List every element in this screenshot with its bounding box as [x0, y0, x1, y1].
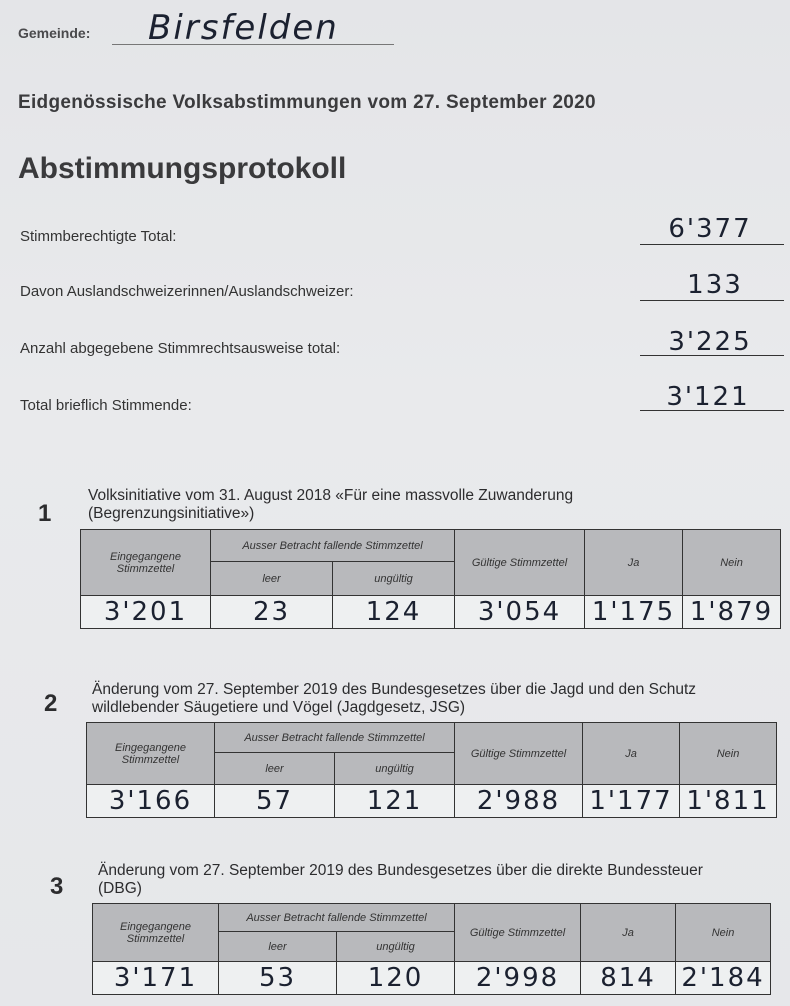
header-ja: Ja: [583, 723, 680, 785]
question-number: 1: [38, 500, 52, 527]
results-table: [92, 903, 771, 995]
value-leer: 57: [215, 785, 335, 818]
value-nein: 2'184: [676, 962, 771, 995]
header-eingegangene: Eingegangene Stimmzettel: [87, 723, 215, 785]
header-gueltige: Gültige Stimmzettel: [455, 530, 585, 596]
value-gueltige: 3'054: [455, 596, 585, 629]
field-underline: [640, 244, 784, 245]
header-eingegangene: Eingegangene Stimmzettel: [93, 904, 219, 962]
header-ausser-betracht: Ausser Betracht fallende Stimmzettel: [211, 530, 455, 562]
question-text: [92, 681, 696, 717]
vote-date-heading: Eidgenössische Volksabstimmungen vom 27. September 2020: [18, 92, 596, 113]
value-ungueltig: 121: [335, 785, 455, 818]
value-ja: 1'175: [585, 596, 683, 629]
page-title: Abstimmungsprotokoll: [18, 152, 347, 185]
field-value-stimmrechtsausweise: 3'225: [668, 327, 752, 357]
header-leer: leer: [215, 753, 335, 785]
value-ungueltig: 120: [337, 962, 455, 995]
field-underline: [640, 410, 784, 411]
header-gueltige: Gültige Stimmzettel: [455, 904, 581, 962]
value-ja: 814: [581, 962, 676, 995]
value-leer: 53: [219, 962, 337, 995]
header-ausser-betracht: Ausser Betracht fallende Stimmzettel: [215, 723, 455, 753]
value-ungueltig: 124: [333, 596, 455, 629]
field-value-stimmberechtigte: 6'377: [668, 214, 752, 244]
field-label-brieflich: Total brieflich Stimmende:: [20, 397, 192, 414]
header-ja: Ja: [585, 530, 683, 596]
header-leer: leer: [219, 932, 337, 962]
question-text-line: (Begrenzungsinitiative»): [88, 505, 255, 522]
question-number: 3: [50, 873, 64, 900]
header-ja: Ja: [581, 904, 676, 962]
value-eingegangene: 3'166: [87, 785, 215, 818]
gemeinde-underline: [112, 44, 394, 45]
question-text-line: Änderung vom 27. September 2019 des Bundesgesetzes über die direkte Bundessteuer: [98, 862, 703, 879]
value-nein: 1'879: [683, 596, 781, 629]
question-text-line: wildlebender Säugetiere und Vögel (Jagdgesetz, JSG): [92, 699, 466, 716]
header-eingegangene: Eingegangene Stimmzettel: [81, 530, 211, 596]
field-label-stimmberechtigte: Stimmberechtigte Total:: [20, 228, 177, 245]
question-text: [98, 862, 703, 898]
question-number: 2: [44, 690, 58, 717]
field-underline: [640, 355, 784, 356]
header-gueltige: Gültige Stimmzettel: [455, 723, 583, 785]
header-nein: Nein: [683, 530, 781, 596]
header-nein: Nein: [680, 723, 777, 785]
header-ungueltig: ungültig: [333, 562, 455, 596]
field-value-brieflich: 3'121: [666, 382, 750, 412]
field-label-stimmrechtsausweise: Anzahl abgegebene Stimmrechtsausweise total:: [20, 340, 341, 357]
question-text-line: (DBG): [98, 880, 142, 897]
value-eingegangene: 3'201: [81, 596, 211, 629]
header-ausser-betracht: Ausser Betracht fallende Stimmzettel: [219, 904, 455, 932]
field-value-auslandschweizer: 133: [687, 270, 743, 300]
field-label-auslandschweizer: Davon Auslandschweizerinnen/Auslandschweizer:: [20, 283, 354, 300]
gemeinde-label: Gemeinde:: [18, 25, 91, 41]
results-table: [80, 529, 781, 629]
header-ungueltig: ungültig: [337, 932, 455, 962]
value-eingegangene: 3'171: [93, 962, 219, 995]
value-leer: 23: [211, 596, 333, 629]
gemeinde-value: Birsfelden: [148, 8, 339, 48]
value-gueltige: 2'998: [455, 962, 581, 995]
value-ja: 1'177: [583, 785, 680, 818]
results-table: [86, 722, 777, 818]
header-leer: leer: [211, 562, 333, 596]
value-gueltige: 2'988: [455, 785, 583, 818]
header-nein: Nein: [676, 904, 771, 962]
question-text-line: Änderung vom 27. September 2019 des Bundesgesetzes über die Jagd und den Schutz: [92, 681, 697, 698]
question-text-line: Volksinitiative vom 31. August 2018 «Für eine massvolle Zuwanderung: [88, 487, 574, 504]
question-text: [88, 487, 573, 523]
field-underline: [640, 300, 784, 301]
header-ungueltig: ungültig: [335, 753, 455, 785]
value-nein: 1'811: [680, 785, 777, 818]
